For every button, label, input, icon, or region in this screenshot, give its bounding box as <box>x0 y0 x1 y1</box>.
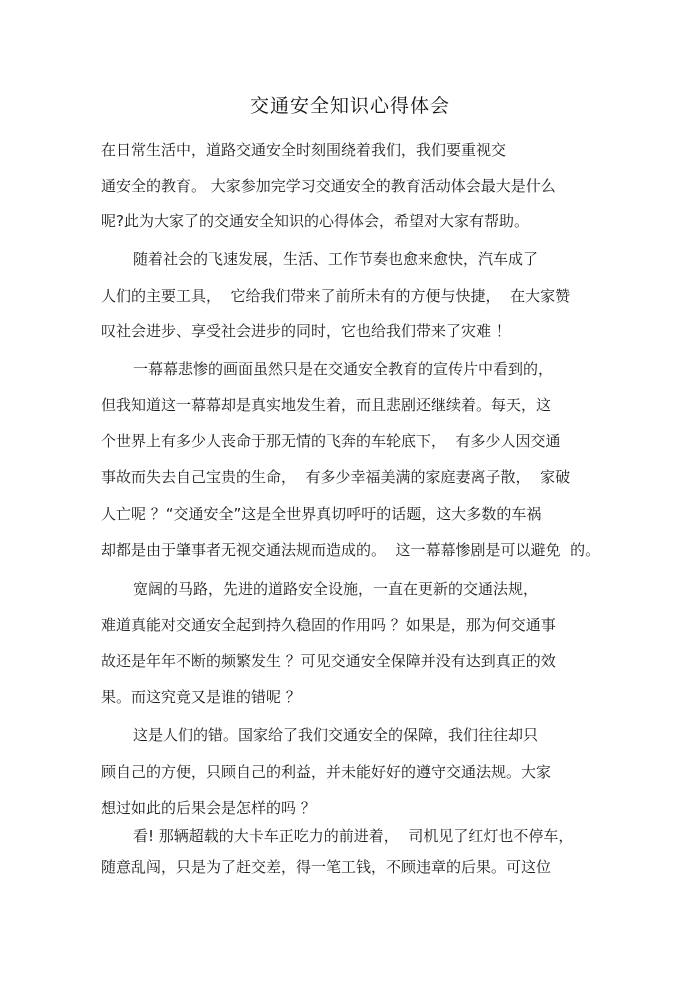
text-line: 想过如此的后果会是怎样的吗 ？ <box>101 799 316 817</box>
text-line: 宽阔的马路，先进的道路安全设施，一直在更新的交通法规， <box>133 580 539 598</box>
text-line: 人亡呢 ？“交通安全”这是全世界真切呼吁的话题，这大多数的车祸 <box>101 505 542 523</box>
text-line: 故还是年年不断的频繁发生 ？可见交通安全保障并没有达到真正的效 <box>101 652 556 670</box>
text-line: 个世界上有多少人丧命于那无情的飞奔的车轮底下， 有多少人因交通 <box>101 432 561 450</box>
text-line: 但我知道这一幕幕却是真实地发生着，而且悲剧还继续着。每天，这 <box>101 396 552 414</box>
text-line: 随意乱闯，只是为了赶交差，得一笔工钱，不顾违章的后果。可这位 <box>101 858 552 876</box>
text-line: 难道真能对交通安全起到持久稳固的作用吗 ？如果是，那为何交通事 <box>101 616 556 634</box>
text-line: 却都是由于肇事者无视交通法规而造成的。 这一幕幕惨剧是可以避免 的。 <box>101 541 601 559</box>
text-line: 人们的主要工具， 它给我们带来了前所未有的方便与快捷， 在大家赞 <box>101 287 571 305</box>
text-line: 事故而失去自己宝贵的生命， 有多少幸福美满的家庭妻离子散， 家破 <box>101 468 571 486</box>
text-line: 一幕幕悲惨的画面虽然只是在交通安全教育的宣传片中看到的， <box>133 360 554 378</box>
text-line: 叹社会进步、享受社会进步的同时，它也给我们带来了灾难 ！ <box>101 322 511 340</box>
text-line: 通安全的教育。 大家参加完学习交通安全的教育活动体会最大是什么 <box>101 177 556 195</box>
text-line: 看! 那辆超载的大卡车正吃力的前进着， 司机见了红灯也不停车， <box>133 827 574 845</box>
text-line: 随着社会的飞速发展，生活、工作节奏也愈来愈快，汽车成了 <box>133 250 539 268</box>
text-line: 顾自己的方便，只顾自己的利益，并未能好好的遵守交通法规。大家 <box>101 763 552 781</box>
text-line: 在日常生活中，道路交通安全时刻围绕着我们，我们要重视交 <box>101 141 507 159</box>
text-line: 呢?此为大家了的交通安全知识的心得体会，希望对大家有帮助。 <box>101 212 529 230</box>
text-line: 果。而这究竟又是谁的错呢 ？ <box>101 688 301 706</box>
text-line: 这是人们的错。国家给了我们交通安全的保障，我们往往却只 <box>133 726 539 744</box>
document-title: 交通安全知识心得体会 <box>249 95 450 117</box>
